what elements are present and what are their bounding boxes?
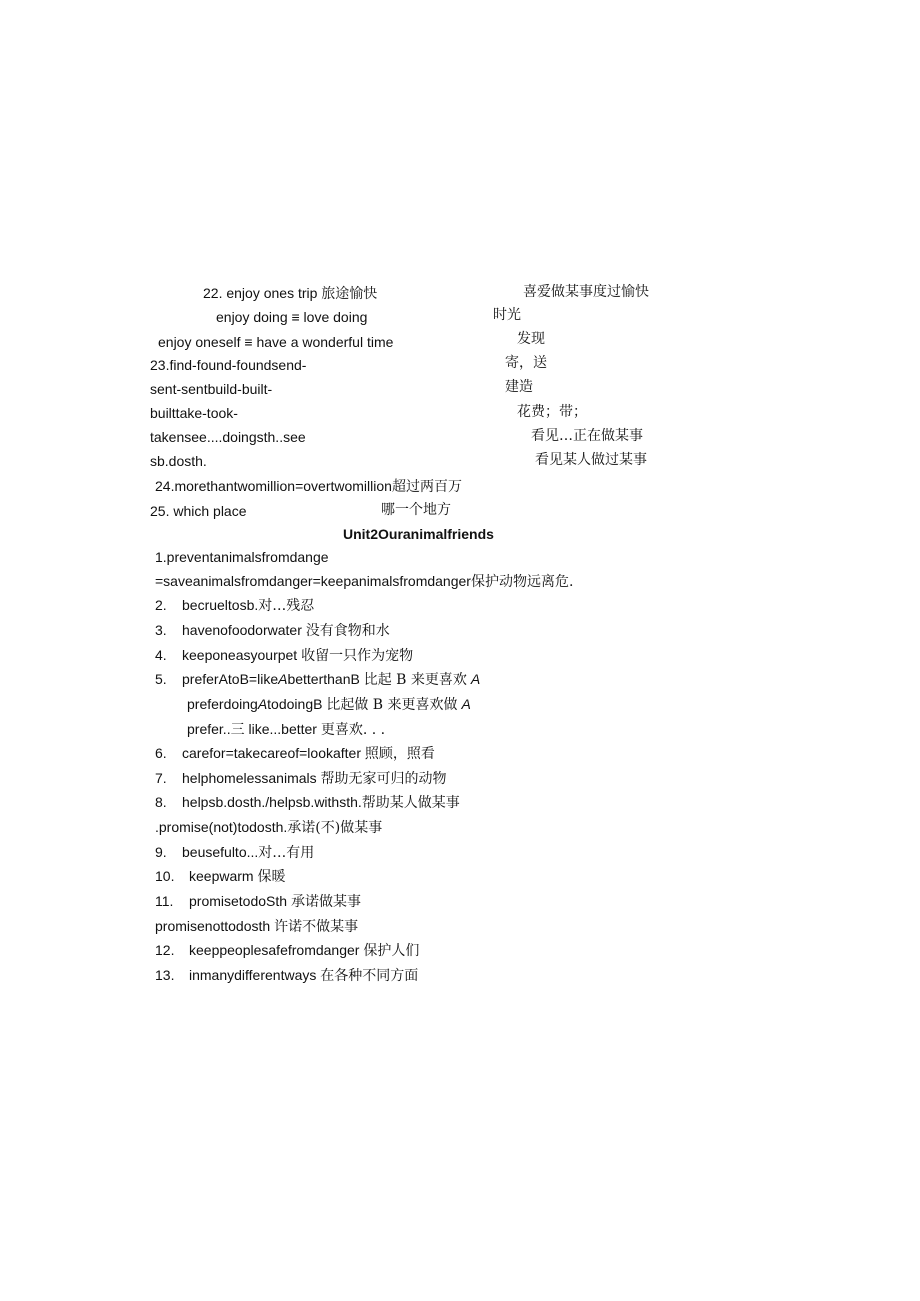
item-11-en: promisetodoSth — [189, 893, 288, 909]
unit-title: Unit2Ouranimalfriends — [343, 526, 494, 542]
item-5c-en2: like...better — [244, 721, 317, 737]
item-5b — [187, 695, 471, 714]
item-3-en: havenofoodorwater — [182, 622, 302, 638]
item-8b-en: .promise(not)todosth. — [155, 819, 288, 835]
item-3 — [155, 621, 390, 640]
item-5c — [187, 720, 385, 739]
line-23b-right: 建造 — [505, 379, 533, 395]
item-1b-en: =saveanimalsfromdanger=keepanimalsfromdanger — [155, 573, 471, 589]
line-22c-right: 发现 — [517, 331, 545, 347]
line-22b: enjoy doing ≡ love doing — [216, 309, 368, 325]
item-13-zh: 在各种不同方面 — [320, 968, 419, 984]
line-25-right: 哪一个地方 — [381, 502, 451, 518]
item-2-zh: 对…残忍 — [258, 598, 315, 614]
item-10-en: keepwarm — [189, 868, 254, 884]
item-4-number: 4. — [155, 647, 167, 663]
line-23b: sent-sentbuild-built- — [150, 381, 273, 397]
item-5b-en2: todoingB — [267, 696, 323, 712]
item-10-number: 10. — [155, 868, 175, 884]
item-8b — [155, 818, 382, 837]
item-1b — [155, 572, 573, 591]
item-8-number: 8. — [155, 794, 167, 810]
line-22-zh: 旅途愉快 — [321, 286, 378, 302]
item-10 — [155, 867, 285, 886]
item-5-italic-a: A — [278, 671, 288, 687]
line-22-en: 22. enjoy ones trip — [203, 285, 318, 301]
item-5-number: 5. — [155, 671, 167, 687]
item-9-zh: 对…有用 — [258, 845, 315, 861]
item-4-en: keeponeasyourpet — [182, 647, 298, 663]
item-5-en1: preferAtoB=like — [182, 671, 279, 687]
item-8-zh: 帮助某人做某事 — [361, 795, 460, 811]
item-1a: 1.preventanimalsfromdange — [155, 549, 329, 565]
line-22-right: 喜爱做某事度过愉快 — [523, 284, 649, 300]
item-13-number: 13. — [155, 967, 175, 983]
item-4 — [155, 646, 413, 665]
item-5-italic-a2: A — [470, 671, 481, 687]
line-24-zh: 超过两百万 — [391, 479, 462, 495]
item-11 — [155, 892, 361, 911]
line-25: 25. which place — [150, 503, 247, 519]
line-23e-right: 看见某人做过某事 — [535, 452, 647, 468]
item-5c-zh1: 三 — [230, 722, 245, 738]
item-2-en: becrueltosb. — [182, 597, 259, 613]
line-23d: takensee....doingsth..see — [150, 429, 306, 445]
item-8b-zh: 承诺(不)做某事 — [287, 820, 383, 836]
item-9 — [155, 843, 314, 862]
item-5c-zh2: 更喜欢. . . — [320, 722, 386, 738]
item-3-number: 3. — [155, 622, 167, 638]
item-11-number: 11. — [155, 893, 174, 909]
line-23e: sb.dosth. — [150, 453, 207, 469]
item-9-en: beusefulto... — [182, 844, 259, 860]
item-3-zh: 没有食物和水 — [305, 623, 390, 639]
item-6 — [155, 744, 435, 763]
item-4-zh: 收留一只作为宠物 — [301, 648, 414, 664]
line-24-en: 24.morethantwomillion=overtwomillion — [155, 478, 392, 494]
item-12 — [155, 941, 419, 960]
item-12-zh: 保护人们 — [363, 943, 420, 959]
line-23a-right: 寄，送 — [505, 355, 547, 371]
item-11b-zh: 许诺不做某事 — [274, 919, 359, 935]
item-11-zh: 承诺做某事 — [290, 894, 361, 910]
item-6-zh: 照顾，照看 — [364, 746, 435, 762]
item-7-en: helphomelessanimals — [182, 770, 317, 786]
item-12-number: 12. — [155, 942, 175, 958]
item-1b-zh: 保护动物远离危. — [470, 574, 574, 590]
item-5b-zh: 比起做 B 来更喜欢做 — [326, 697, 458, 713]
item-5 — [155, 670, 480, 689]
item-13 — [155, 966, 418, 985]
item-5-en2: betterthanB — [287, 671, 360, 687]
item-5b-italic-a2: A — [461, 696, 471, 712]
item-12-en: keeppeoplesafefromdanger — [189, 942, 360, 958]
item-9-number: 9. — [155, 844, 167, 860]
item-7-number: 7. — [155, 770, 167, 786]
item-2-number: 2. — [155, 597, 167, 613]
line-23c: builttake-took- — [150, 405, 238, 421]
line-23d-right: 看见…正在做某事 — [531, 428, 643, 444]
item-5b-italic-a: A — [257, 696, 268, 712]
item-11b-en: promisenottodosth — [155, 918, 271, 934]
line-22b-right: 时光 — [493, 307, 521, 323]
line-22c: enjoy oneself ≡ have a wonderful time — [158, 334, 394, 350]
item-2 — [155, 596, 314, 615]
item-5-zh: 比起 B 来更喜欢 — [363, 672, 467, 688]
item-8-en: helpsb.dosth./helpsb.withsth. — [182, 794, 362, 810]
item-5b-en1: preferdoing — [187, 696, 258, 712]
item-7 — [155, 769, 447, 788]
item-6-number: 6. — [155, 745, 167, 761]
item-5c-en1: prefer.. — [187, 721, 231, 737]
item-13-en: inmanydifferentways — [189, 967, 317, 983]
line-23a: 23.find-found-foundsend- — [150, 357, 307, 373]
line-22 — [203, 284, 377, 303]
item-8 — [155, 793, 460, 812]
item-11b — [155, 917, 358, 936]
item-6-en: carefor=takecareof=lookafter — [182, 745, 361, 761]
item-7-zh: 帮助无家可归的动物 — [320, 771, 447, 787]
item-10-zh: 保暖 — [257, 869, 286, 885]
line-23c-right: 花费；带； — [517, 404, 587, 420]
line-24 — [155, 477, 462, 496]
